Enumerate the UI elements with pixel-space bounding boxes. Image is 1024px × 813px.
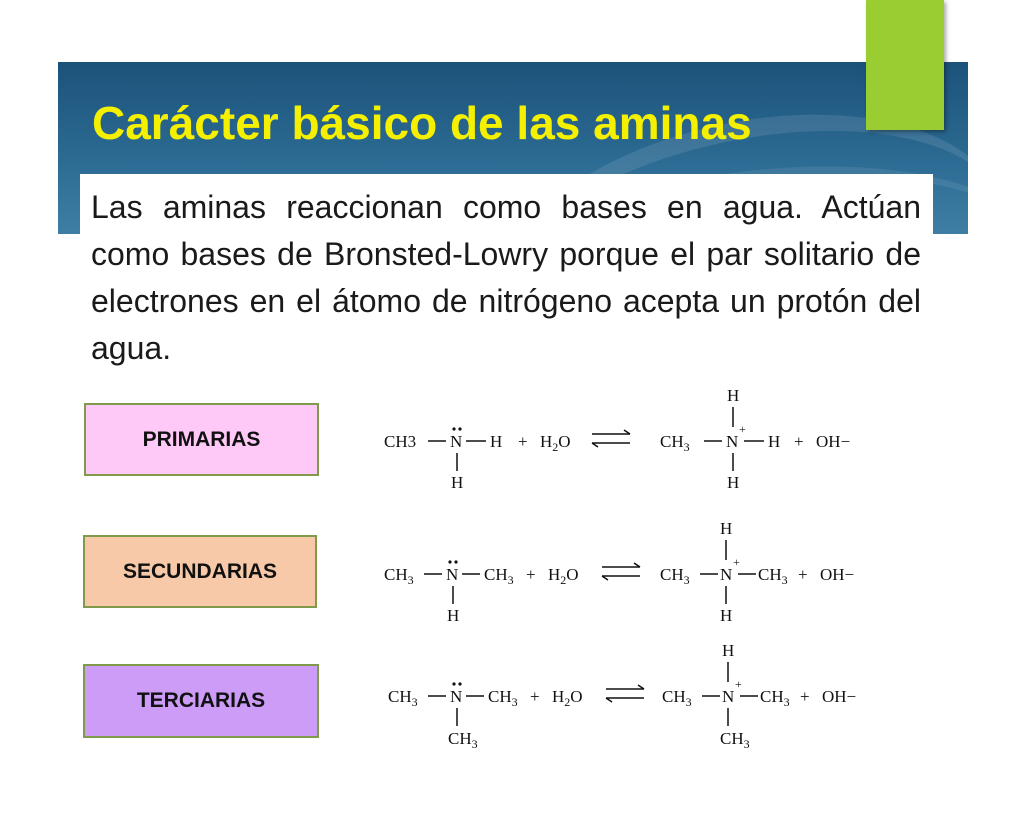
water: $H_2O$ [548,565,579,587]
slide-title: Carácter básico de las aminas [92,97,752,149]
equilibrium-arrow [606,685,644,702]
nitrogen-atom: N [446,565,459,584]
substituent: $CH_3$ [448,729,478,751]
hydrogen-atom: H [722,641,735,660]
nitrogen-atom: N [450,687,463,706]
hydrogen-atom: H [727,386,740,405]
hydrogen-atom: H [720,519,733,538]
substituent: $CH_3$ [720,729,750,751]
ch3-group: $CH_3$ [384,565,414,587]
ch3-group: $CH_3$ [662,687,692,709]
substituent: $CH_3$ [758,565,788,587]
substituent: $CH_3$ [488,687,518,709]
secondary-amines-label: SECUNDARIAS [83,535,317,608]
nitrogen-atom: N [720,565,733,584]
substituent: $CH_3$ [760,687,790,709]
hydrogen-atom: H [727,473,740,492]
body-paragraph: Las aminas reaccionan como bases en agua. Actúan como bases de Bronsted-Lowry porque el par solitario de electrones en el átomo de nitrógeno acepta un protón del agua. [91,189,921,366]
equilibrium-arrow [592,430,630,447]
substituent: H [490,432,503,451]
substituent: $CH_3$ [484,565,514,587]
nitrogen-atom: N [726,432,739,451]
hydrogen-atom: H [720,606,733,625]
hydrogen-atom: H [451,473,464,492]
tertiary-amines-label: TERCIARIAS [83,664,319,738]
ch3-group: $CH_3$ [660,432,690,454]
substituent: H [768,432,781,451]
plus-sign: + [526,565,536,584]
positive-charge: + [739,422,746,436]
plus-sign: + [530,687,540,706]
ch3-group: $CH_3$ [660,565,690,587]
hydroxide-ion: OH− [820,565,855,584]
equilibrium-arrow [602,563,640,580]
primary-amines-label: PRIMARIAS [84,403,319,476]
water: $H_2O$ [552,687,583,709]
positive-charge: + [733,555,740,569]
plus-sign: + [794,432,804,451]
reaction-primary [380,385,870,505]
hydroxide-ion: OH− [822,687,857,706]
nitrogen-atom: N [450,432,463,451]
accent-tab [866,0,944,130]
reaction-tertiary [380,640,870,760]
plus-sign: + [518,432,528,451]
hydroxide-ion: OH− [816,432,851,451]
plus-sign: + [800,687,810,706]
hydrogen-atom: H [447,606,460,625]
nitrogen-atom: N [722,687,735,706]
water: $H_2O$ [540,432,571,454]
ch3-group: $CH_3$ [388,687,418,709]
reaction-secondary [380,518,870,638]
plus-sign: + [798,565,808,584]
positive-charge: + [735,677,742,691]
ch3-group: CH3 [384,432,417,451]
